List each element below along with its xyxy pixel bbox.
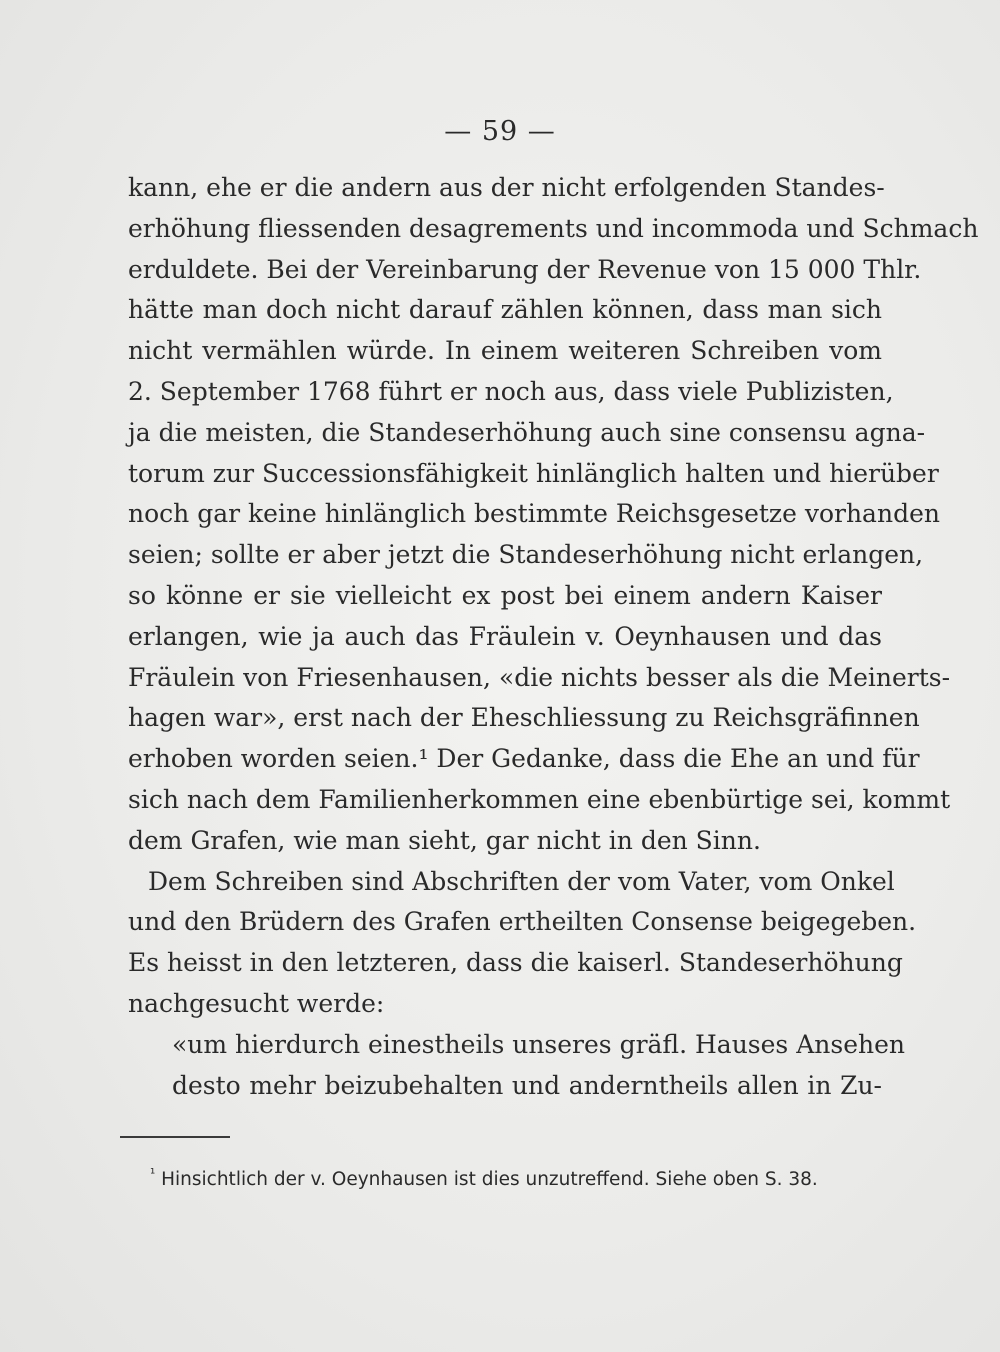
text-line: erduldete. Bei der Vereinbarung der Revenue von 15 000 Thlr.	[128, 254, 922, 284]
text-line: Fräulein von Friesenhausen, «die nichts besser als die Meinerts-	[128, 662, 951, 692]
text-line: so könne er sie vielleicht ex post bei einem andern Kaiser	[128, 580, 882, 610]
body-text	[128, 168, 979, 1106]
text-line: Es heisst in den letzteren, dass die kaiserl. Standeserhöhung	[128, 948, 903, 978]
text-line: dem Grafen, wie man sieht, gar nicht in den Sinn.	[128, 825, 761, 855]
text-line: torum zur Successionsfähigkeit hinlänglich halten und hierüber	[128, 458, 939, 488]
text-line: ja die meisten, die Standeserhöhung auch sine consensu agna-	[128, 417, 926, 447]
footnote-marker: ¹	[150, 1166, 156, 1182]
footnote-text: Hinsichtlich der v. Oeynhausen ist dies unzutreffend. Siehe oben S. 38.	[161, 1169, 818, 1190]
text-line: erhöhung fliessenden desagrements und incommoda und Schmach	[128, 213, 979, 243]
footnote-divider	[120, 1136, 230, 1138]
quote-line: «um hierdurch einestheils unseres gräfl. Hauses Ansehen	[172, 1029, 905, 1059]
text-line: hätte man doch nicht darauf zählen können, dass man sich	[128, 295, 882, 325]
text-line: noch gar keine hinlänglich bestimmte Reichsgesetze vorhanden	[128, 499, 940, 529]
text-line: sich nach dem Familienherkommen eine ebenbürtige sei, kommt	[128, 784, 951, 814]
text-line: kann, ehe er die andern aus der nicht erfolgenden Standes-	[128, 173, 885, 202]
text-line: und den Brüdern des Grafen ertheilten Consense beigegeben.	[128, 907, 917, 937]
text-line: erlangen, wie ja auch das Fräulein v. Oeynhausen und das	[128, 621, 882, 651]
footnote	[150, 1166, 862, 1194]
text-line: erhoben worden seien.¹ Der Gedanke, dass die Ehe an und für	[128, 744, 920, 774]
text-line: Dem Schreiben sind Abschriften der vom Vater, vom Onkel	[148, 866, 895, 896]
text-line: nachgesucht werde:	[128, 988, 385, 1018]
text-line: seien; sollte er aber jetzt die Standeserhöhung nicht erlangen,	[128, 540, 924, 570]
text-line: 2. September 1768 führt er noch aus, dass viele Publizisten,	[128, 376, 894, 406]
page-number: — 59 —	[444, 116, 556, 147]
text-line: nicht vermählen würde. In einem weiteren Schreiben vom	[128, 336, 882, 366]
text-line: hagen war», erst nach der Eheschliessung zu Reichsgräfinnen	[128, 703, 920, 733]
quote-line: desto mehr beizubehalten und anderntheils allen in Zu-	[172, 1070, 882, 1100]
